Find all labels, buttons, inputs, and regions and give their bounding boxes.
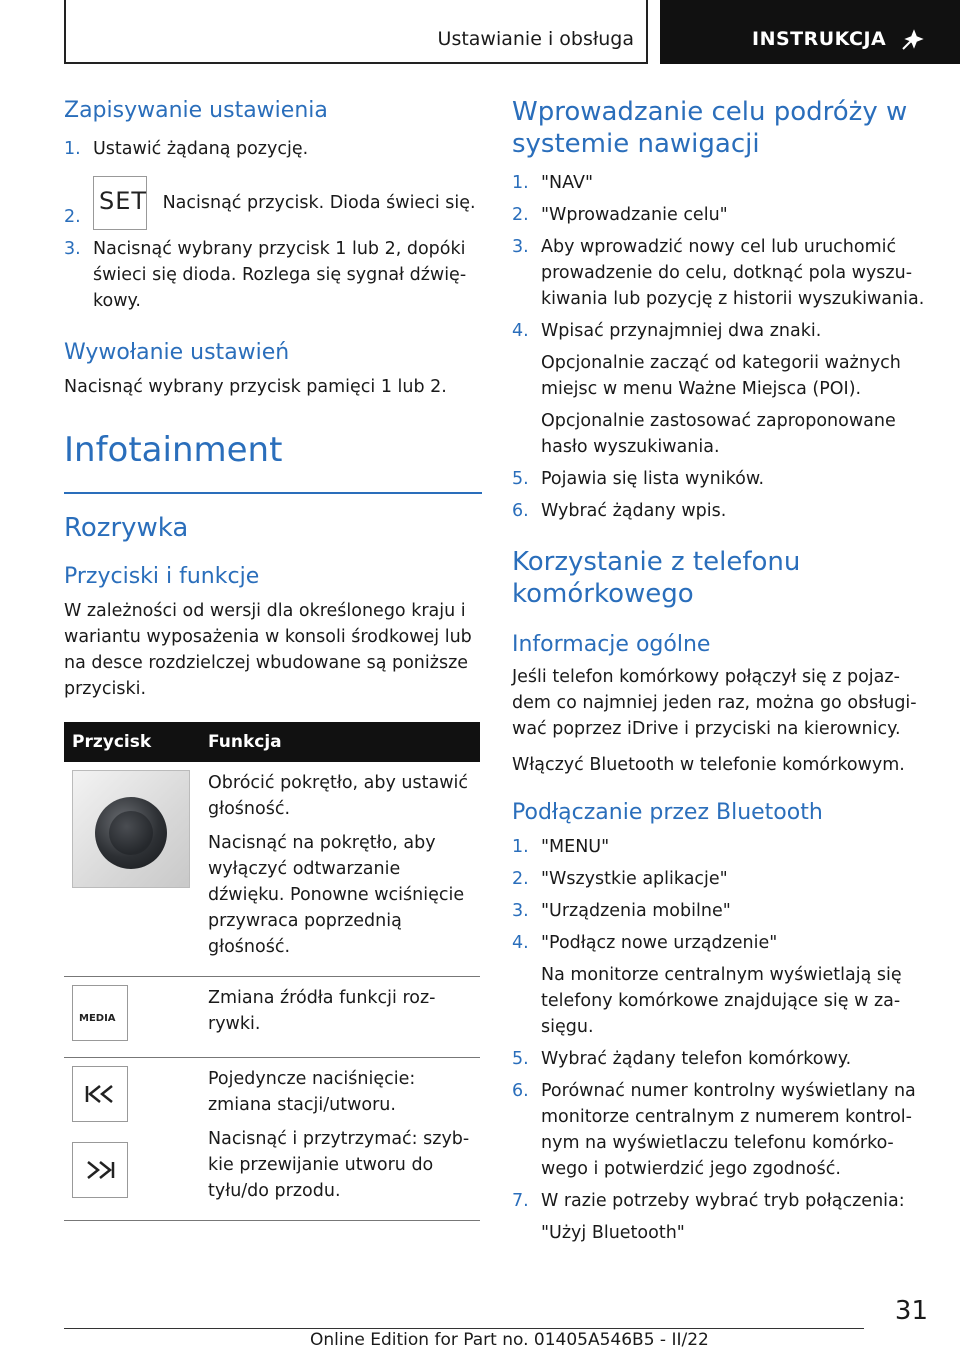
knob-cap [109, 811, 153, 855]
list-item [512, 1078, 928, 1182]
step-note: Opcjonalnie zacząć od kategorii ważnych miejsc w menu Ważne Miejsca (POI). [541, 353, 901, 399]
step-number: 6. [512, 501, 529, 521]
list-item [512, 466, 928, 492]
step-number: 4. [512, 933, 529, 953]
list-item [512, 1188, 928, 1246]
step-text: "MENU" [541, 837, 610, 857]
save-settings-heading: Zapisywanie ustawienia [64, 98, 328, 123]
step-number: 1. [64, 139, 81, 159]
recall-settings-heading: Wywołanie ustawień [64, 340, 290, 365]
list-item [512, 930, 928, 1040]
skip-back-icon [72, 1066, 128, 1122]
step-number: 2. [512, 205, 529, 225]
set-button-label: SET [99, 187, 148, 215]
phone-heading: Korzystanie z telefonu komórkowego [512, 547, 801, 609]
function-cell [200, 762, 480, 977]
section-divider [64, 492, 482, 494]
step-text: "Podłącz nowe urządzenie" [541, 933, 778, 953]
list-item [512, 170, 928, 196]
list-item [512, 1046, 928, 1072]
icon-cell [64, 762, 200, 977]
function-cell [200, 1058, 480, 1221]
step-text: Wybrać żądany wpis. [541, 501, 727, 521]
icon-cell [64, 977, 200, 1058]
list-item [64, 136, 482, 162]
list-item [64, 236, 482, 314]
step-text: "NAV" [541, 173, 594, 193]
step-text: "Wprowadzanie celu" [541, 205, 728, 225]
function-text: Nacisnąć na pokrętło, aby wyłączyć odtwarzanie dźwięku. Ponowne wciśnięcie przywraca poprzednią głośność. [208, 833, 465, 957]
footer-divider [64, 1328, 864, 1329]
buttons-intro: W zależności od wersji dla określonego kraju i wariantu wyposażenia w konsoli środkowej lub na desce rozdzielczej wbudowane są poniższe przyciski. [64, 601, 472, 699]
function-text: Zmiana źródła funkcji rozrywki. [208, 988, 436, 1034]
skip-forward-icon [72, 1142, 128, 1198]
left-column [64, 96, 482, 1221]
step-number: 3. [512, 237, 529, 257]
step-number: 4. [512, 321, 529, 341]
volume-knob-icon [72, 770, 190, 888]
table-row [64, 1058, 480, 1221]
navigation-heading: Wprowadzanie celu podróży w systemie nawigacji [512, 97, 908, 159]
bluetooth-steps [512, 834, 928, 1246]
media-button-icon [72, 985, 128, 1041]
step-text: Ustawić żądaną pozycję. [93, 139, 309, 159]
step-text: W razie potrzeby wybrać tryb połączenia: [541, 1191, 905, 1211]
function-text: Pojedyncze naciśnięcie: zmiana stacji/utworu. [208, 1069, 416, 1115]
list-item [512, 498, 928, 524]
step-number: 2. [64, 207, 81, 227]
right-column [512, 96, 928, 1252]
step-text: "Urządzenia mobilne" [541, 901, 731, 921]
step-number: 1. [512, 837, 529, 857]
set-button-icon [93, 176, 147, 230]
table-row [64, 762, 480, 977]
header-section-box [64, 0, 648, 64]
entertainment-heading: Rozrywka [64, 513, 189, 543]
header-section-title: Ustawianie i obsługa [437, 28, 634, 50]
recall-text: Nacisnąć wybrany przycisk pamięci 1 lub 2. [64, 377, 447, 397]
header-badge [660, 0, 960, 64]
step-number: 5. [512, 469, 529, 489]
step-note: Na monitorze centralnym wyświetlają się telefony komórkowe znajdujące się w zasięgu. [541, 965, 902, 1037]
buttons-functions-heading: Przyciski i funkcje [64, 564, 260, 589]
step-note: Opcjonalnie zastosować zaproponowane hasło wyszukiwania. [541, 411, 896, 457]
step-number: 7. [512, 1191, 529, 1211]
function-text: Obrócić pokrętło, aby ustawić głośność. [208, 773, 468, 819]
step-text: Aby wprowadzić nowy cel lub uruchomić prowadzenie do celu, dotknąć pola wyszukiwania lub pozycję z historii wyszukiwania. [541, 237, 925, 309]
general-info-heading: Informacje ogólne [512, 632, 711, 657]
header-badge-label: INSTRUKCJA [752, 28, 887, 50]
icon-cell [64, 1058, 200, 1221]
media-button-label: MEDIA [79, 1013, 116, 1024]
step-number: 1. [512, 173, 529, 193]
buttons-table [64, 722, 480, 1221]
bluetooth-connect-heading: Podłączanie przez Bluetooth [512, 800, 823, 825]
step-text: Nacisnąć wybrany przycisk 1 lub 2, dopóki świeci się dioda. Rozlega się sygnał dźwiękowy. [93, 239, 467, 311]
list-item [64, 176, 482, 230]
wrench-icon [900, 28, 924, 52]
function-cell [200, 977, 480, 1058]
step-text: Wpisać przynajmniej dwa znaki. [541, 321, 822, 341]
step-text: "Wszystkie aplikacje" [541, 869, 728, 889]
list-item [512, 898, 928, 924]
list-item [512, 318, 928, 460]
footer-edition: Online Edition for Part no. 01405A546B5 - II/22 [310, 1330, 709, 1350]
step-text: Wybrać żądany telefon komórkowy. [541, 1049, 852, 1069]
column-header-function: Funkcja [200, 722, 480, 762]
function-text: Nacisnąć i przytrzymać: szybkie przewijanie utworu do tyłu/do przodu. [208, 1129, 470, 1201]
step-text: Porównać numer kontrolny wyświetlany na monitorze centralnym z numerem kontrolnym na wyświetlaczu telefonu komórkowego i potwierdzić jego zgodność. [541, 1081, 916, 1179]
step-note: "Użyj Bluetooth" [541, 1223, 685, 1243]
step-text: Nacisnąć przycisk. Dioda świeci się. [162, 193, 476, 213]
table-row [64, 977, 480, 1058]
bluetooth-text: Włączyć Bluetooth w telefonie komórkowym. [512, 755, 905, 775]
step-number: 2. [512, 869, 529, 889]
step-text: Pojawia się lista wyników. [541, 469, 765, 489]
list-item [512, 866, 928, 892]
step-number: 6. [512, 1081, 529, 1101]
step-number: 3. [512, 901, 529, 921]
page-number: 31 [894, 1296, 928, 1326]
save-steps [64, 136, 482, 314]
column-header-button: Przycisk [64, 722, 200, 762]
step-number: 5. [512, 1049, 529, 1069]
list-item [512, 234, 928, 312]
navigation-steps [512, 170, 928, 524]
list-item [512, 202, 928, 228]
infotainment-heading: Infotainment [64, 430, 283, 470]
list-item [512, 834, 928, 860]
general-info-text: Jeśli telefon komórkowy połączył się z pojazdem co najmniej jeden raz, można go obsługiwać poprzez iDrive i przyciski na kierownicy. [512, 667, 917, 739]
step-number: 3. [64, 239, 81, 259]
